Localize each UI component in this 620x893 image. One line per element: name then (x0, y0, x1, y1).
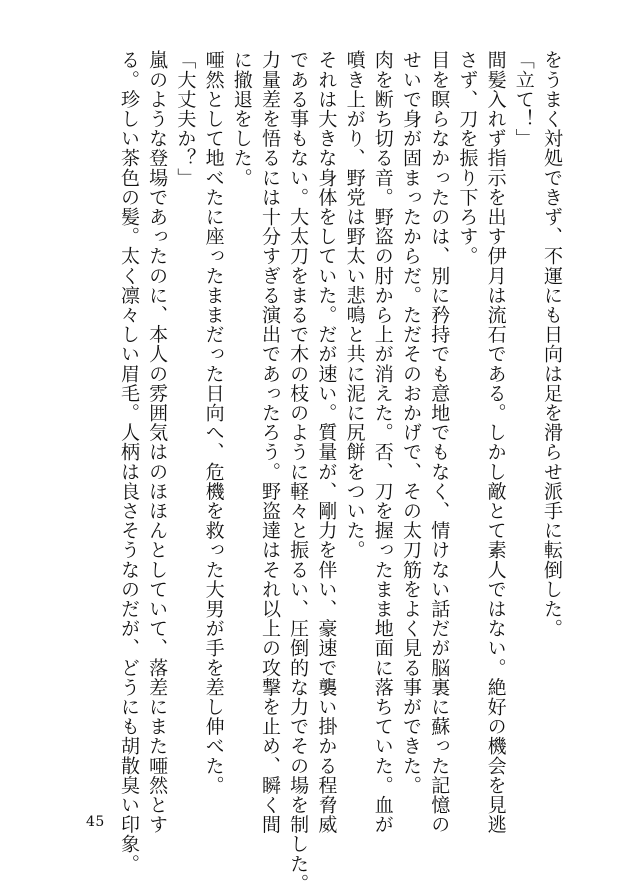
text-line-13: 唖然として地べたに座ったままだった日向へ、危機を救った大男が手を差し伸べた。 (202, 50, 225, 795)
text-line-14: 「大丈夫か？」 (174, 50, 197, 188)
text-line-16: る。珍しい茶色の髪。太く凛々しい眉毛。人柄は良さそうなのだが、どうにも胡散臭い印象。 (117, 50, 140, 874)
text-line-4: さず、刀を振り下ろす。 (456, 50, 479, 266)
text-line-12: に撤退をした。 (230, 50, 253, 188)
text-line-15: 嵐のような登場であったのに、本人の雰囲気はのほほんとしていて、落差にまた唖然とす (146, 50, 169, 834)
text-line-2: 「立て！」 (512, 50, 535, 148)
text-line-7: 肉を断ち切る音。野盗の肘から上が消えた。否、刀を握ったまま地面に落ちていた。血が (371, 50, 394, 834)
text-line-11: 力量差を悟るには十分すぎる演出であったろう。野盗達はそれ以上の攻撃を止め、瞬く間 (258, 50, 281, 834)
text-line-3: 間髪入れず指示を出す伊月は流石である。しかし敵とて素人ではない。絶好の機会を見逃 (484, 50, 507, 834)
text-line-1: をうまく対処できず、不運にも日向は足を滑らせ派手に転倒した。 (541, 50, 563, 638)
page-number: 45 (86, 814, 105, 830)
text-line-5: 目を瞑らなかったのは、別に矜持でも意地でもなく、情けない話だが脳裏に蘇った記憶の (428, 50, 451, 834)
text-line-6: せいで身が固まったからだ。ただそのおかげで、その太刀筋をよく見る事ができた。 (399, 50, 422, 795)
text-line-9: それは大きな身体をしていた。だが速い。質量が、剛力を伴い、豪速で襲い掛かる程脅威 (315, 50, 338, 834)
body-text (115, 50, 566, 893)
text-line-8: 噴き上がり、野党は野太い悲鳴と共に泥に尻餅をついた。 (343, 50, 366, 560)
text-line-10: である事もない。大太刀をまるで木の枝のように軽々と振るい、圧倒的な力でその場を制した。 (287, 50, 310, 893)
